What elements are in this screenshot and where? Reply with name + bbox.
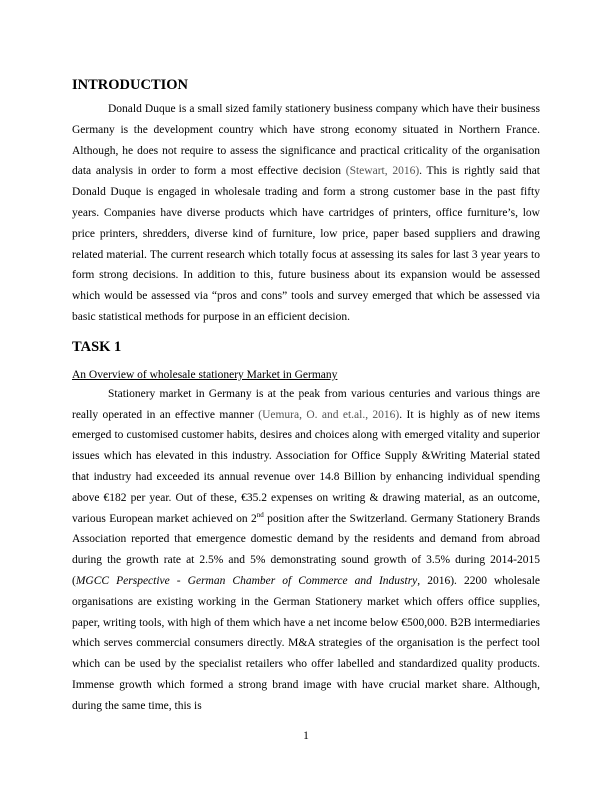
task1-text-c: position after the Switzerland. Germany Stationery Brands Association reported that emergence domestic demand by the residents and demand from abroad during the growth rate at 2.5% and 5% demonstrating sound growth of 3.5% during 2014-2015 ( xyxy=(72,512,540,587)
ordinal-superscript: nd xyxy=(256,510,264,519)
page-content xyxy=(72,76,540,717)
task1-heading: TASK 1 xyxy=(72,338,122,355)
task1-text-a: Stationery market in Germany is at the peak from various centuries and various things are really operated in an effective manner xyxy=(72,387,540,421)
introduction-heading: INTRODUCTION xyxy=(72,77,189,93)
citation-uemura: (Uemura, O. and et.al., 2016) xyxy=(258,408,400,421)
intro-text-a: Donald Duque is a small sized family stationery business company which have their business Germany is the development country which have strong economy situated in Northern France. Although, he does not require to assess the significance and practical criticality of the organisation data analysis in order to form a most effective decision xyxy=(72,103,540,178)
citation-stewart: (Stewart, 2016) xyxy=(345,165,420,178)
task1-paragraph xyxy=(72,384,540,717)
task1-text-d: , 2016). 2200 wholesale organisations are existing working in the German Stationery market which offers office supplies, paper, writing tools, with high of them which have a net income below €500,000. B2B intermediaries which serves commercial consumers directly. M&A strategies of the organisation is the perfect tool which can be used by the specialist retailers who offer labelled and standardized quality products. Immense growth which formed a strong brand image with have crucial market share. Although, during the same time, this is xyxy=(72,574,540,712)
page-number: 1 xyxy=(303,730,309,742)
introduction-paragraph xyxy=(72,99,540,328)
intro-text-b: . This is rightly said that Donald Duque is engaged in wholesale trading and form a strong customer base in the past fifty years. Companies have diverse products which have cartridges of printers, office furniture’s, low price printers, shredders, diverse kind of furniture, low price, paper based suppliers and drawing related material. The current research which totally focus at assessing its sales for last 3 year years to form strong decisions. In addition to this, future business about its expansion would be assessed which would be assessed via “pros and cons” tools and survey emerged that which be assessed via basic statistical methods for purpose in an efficient decision. xyxy=(72,165,540,323)
citation-mgcc: MGCC Perspective - German Chamber of Commerce and Industry xyxy=(75,574,418,587)
task1-subheading: An Overview of wholesale stationery Market in Germany xyxy=(72,368,338,381)
task1-text-b: . It is highly as of new items emerged to customised customer habits, desires and choices along with emerged vitality and superior issues which has elevated in this industry. Association for Office Supply &Writing Material stated that industry had exceeded its annual revenue over 14.8 Billion by enhancing individual spending above €182 per year. Out of these, €35.2 expenses on writing & drawing material, as an outcome, various European market achieved on 2 xyxy=(72,408,540,525)
